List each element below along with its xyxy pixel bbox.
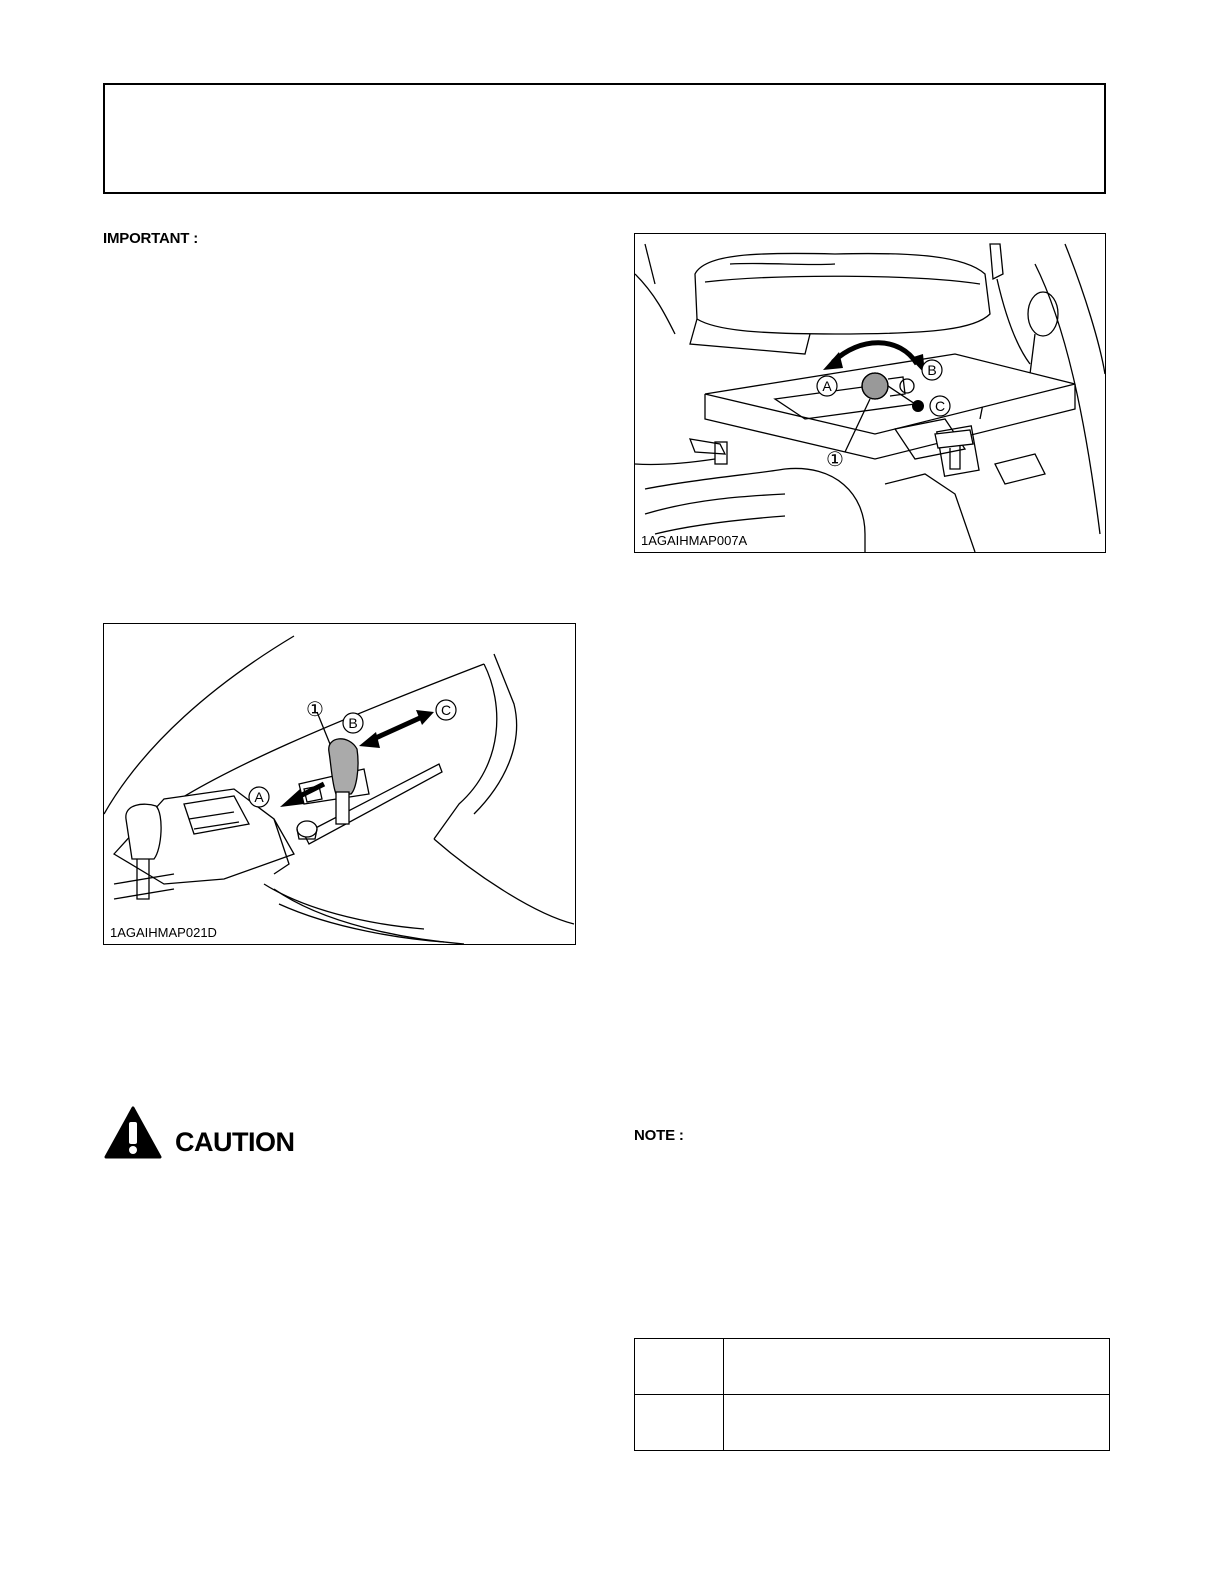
console-lever-illustration xyxy=(104,624,575,944)
callout-part-left: ① xyxy=(306,699,324,721)
seat-lever-illustration xyxy=(635,234,1105,552)
table-cell xyxy=(724,1339,1110,1395)
callout-b-left: B xyxy=(348,715,358,731)
callout-part-right: ① xyxy=(826,449,844,471)
table-cell xyxy=(635,1395,724,1451)
callout-a-left: A xyxy=(254,789,264,805)
note-label: NOTE : xyxy=(634,1127,684,1144)
caution-block xyxy=(103,1105,363,1165)
spec-table xyxy=(634,1338,1110,1451)
callout-c-left: C xyxy=(440,702,452,718)
header-box xyxy=(103,83,1106,194)
callout-b-right: B xyxy=(927,362,937,378)
table-row xyxy=(635,1339,1110,1395)
figure-code-right: 1AGAIHMAP007A xyxy=(641,533,748,548)
callout-c-right: C xyxy=(934,398,946,414)
table-row xyxy=(635,1395,1110,1451)
warning-triangle-icon xyxy=(103,1105,163,1161)
callout-a-right: A xyxy=(822,378,832,394)
table-cell xyxy=(635,1339,724,1395)
table-cell xyxy=(724,1395,1110,1451)
figure-code-left: 1AGAIHMAP021D xyxy=(110,925,217,940)
figure-console-lever xyxy=(103,623,576,945)
caution-label: CAUTION xyxy=(175,1127,295,1157)
important-label: IMPORTANT : xyxy=(103,230,199,247)
figure-seat-lever xyxy=(634,233,1106,553)
